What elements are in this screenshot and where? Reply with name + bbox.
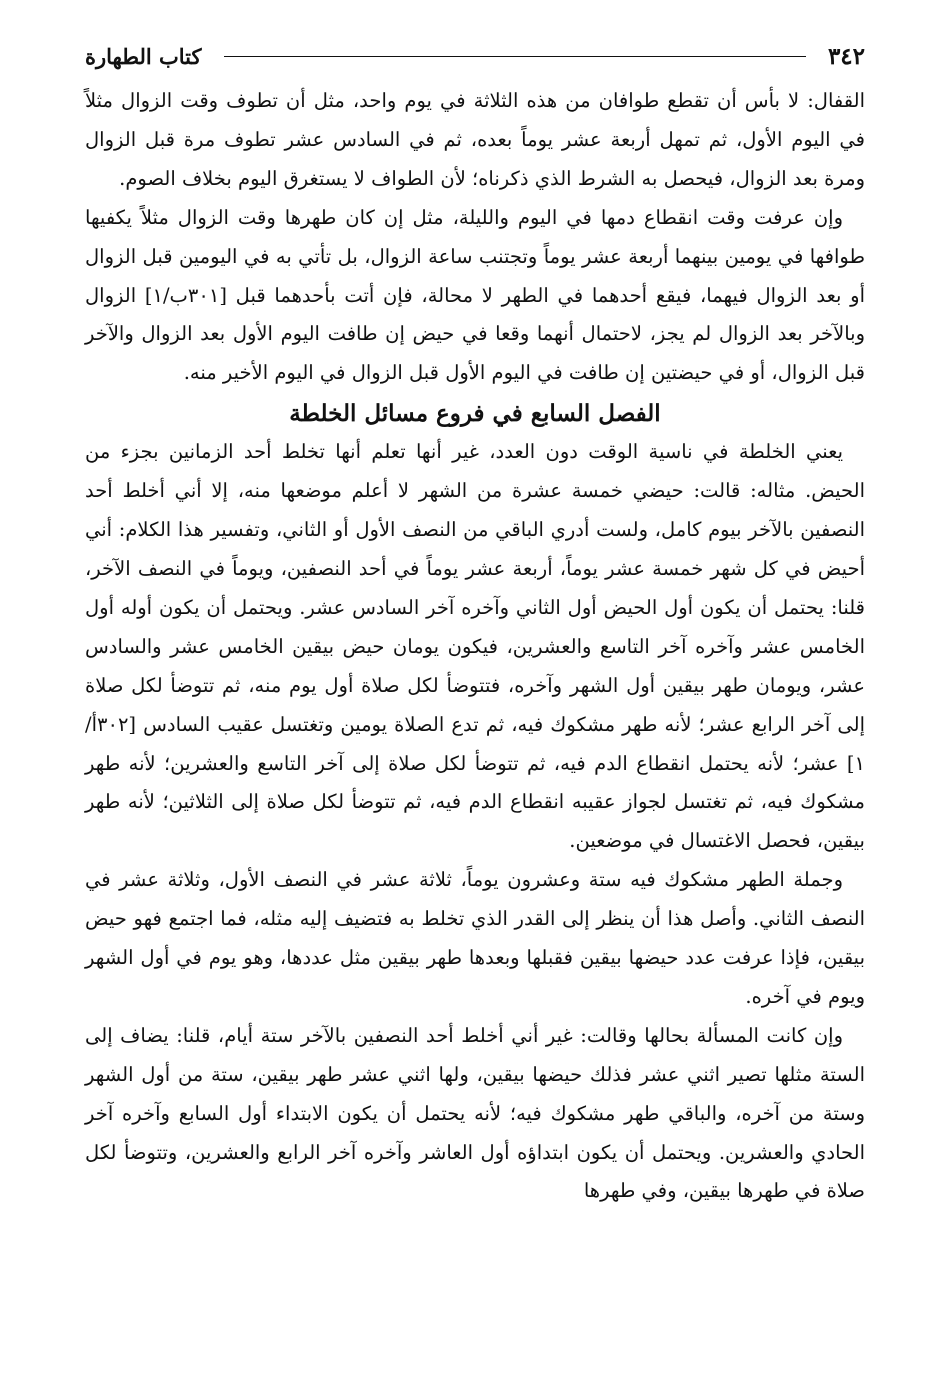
running-header	[85, 40, 865, 72]
page-number: ٣٤٢	[827, 42, 865, 70]
section-heading: الفصل السابع في فروع مسائل الخلطة	[289, 400, 661, 428]
header-rule	[224, 56, 806, 57]
paragraph-khulta-example: يعني الخلطة في ناسية الوقت دون العدد، غير أنها تعلم أنها تخلط أحد الزمانين بجزء من الحيض. مثاله: قالت: حيضي خمسة عشرة من الشهر لا أعلم موضعها منه، إلا أني أخلط أحد النصفين بالآخر بيوم كامل، ولست أدري الباقي من النصف الأول أو الثاني، وتفسير هذا الكلام: أني أحيض في كل شهر خمسة عشر يوماً، أربعة عشر يوماً في أحد النصفين، ويوماً في النصف الآخر، قلنا: يحتمل أن يكون أول الحيض أول الثاني وآخره آخر السادس عشر. ويحتمل أن يكون أوله أول الخامس عشر وآخره آخر التاسع والعشرين، فيكون يومان حيض بيقين الخامس عشر والسادس عشر، ويومان طهر بيقين أول الشهر وآخره، فتتوضأ لكل صلاة أول يوم منه، ثم تتوضأ لكل صلاة إلى آخر الرابع عشر؛ لأنه طهر مشكوك فيه، ثم تدع الصلاة يومين وتغتسل عقيب السادس [٣٠٢أ/١] عشر؛ لأنه يحتمل انقطاع الدم فيه، ثم تتوضأ لكل صلاة إلى آخر التاسع والعشرين؛ لأنه طهر مشكوك فيه، ثم تغتسل لجواز عقيبه انقطاع الدم فيه، ثم تتوضأ لكل صلاة إلى الثلاثين؛ لأنه طهر بيقين، فحصل الاغتسال في موضعين.	[85, 440, 865, 853]
paragraph-doubtful-purity: وجملة الطهر مشكوك فيه ستة وعشرون يوماً، ثلاثة عشر في النصف الأول، وثلاثة عشر في النصف الثاني. وأصل هذا أن ينظر إلى القدر الذي تخلط به فتضيف إليه مثله، فما اجتمع فهو حيض بيقين، فإذا عرفت عدد حيضها بيقين فقبلها وبعدها طهر بيقين مثل عددها، وهو يوم في أول الشهر ويوم في آخره.	[85, 868, 865, 1008]
paragraph-six-days: وإن كانت المسألة بحالها وقالت: غير أني أخلط أحد النصفين بالآخر ستة أيام، قلنا: يضاف إلى الستة مثلها تصير اثني عشر فذلك حيضها بيقين، ولها اثني عشر طهر بيقين، ستة من أول الشهر وستة من آخره، والباقي طهر مشكوك فيه؛ لأنه يحتمل أن يكون الابتداء أول السابع وآخره آخر الحادي والعشرين. ويحتمل أن يكون ابتداؤه أول العاشر وآخره آخر الرابع والعشرين، وتتوضأ لكل صلاة في طهرها بيقين، وفي طهرها	[85, 1023, 865, 1203]
book-title: كتاب الطهارة	[85, 43, 202, 69]
paragraph-qaffal: القفال: لا بأس أن تقطع طوافان من هذه الثلاثة في يوم واحد، مثل أن تطوف وقت الزوال مثلاً في اليوم الأول، ثم تمهل أربعة عشر يوماً بعده، ثم في السادس عشر تطوف مرة قبل الزوال ومرة بعد الزوال، فيحصل به الشرط الذي ذكرناه؛ لأن الطواف لا يستغرق اليوم بخلاف الصوم.	[85, 89, 865, 190]
book-page	[85, 40, 865, 1211]
paragraph-known-time: وإن عرفت وقت انقطاع دمها في اليوم والليلة، مثل إن كان طهرها وقت الزوال مثلاً يكفيها طوافها في يومين بينهما أربعة عشر يوماً وتجتنب ساعة الزوال، بل تأتي به في اليومين قبل الزوال أو بعد الزوال فيهما، فيقع أحدهما في الطهر لا محالة، فإن أتت بأحدهما قبل [٣٠١ب/١] الزوال وبالآخر بعد الزوال لم يجز، لاحتمال أنهما وقعا في حيض إن طافت اليوم الأول بعد الزوال والآخر قبل الزوال، أو في حيضتين إن طافت في اليوم الأول قبل الزوال في اليوم الأخير منه.	[85, 205, 865, 385]
